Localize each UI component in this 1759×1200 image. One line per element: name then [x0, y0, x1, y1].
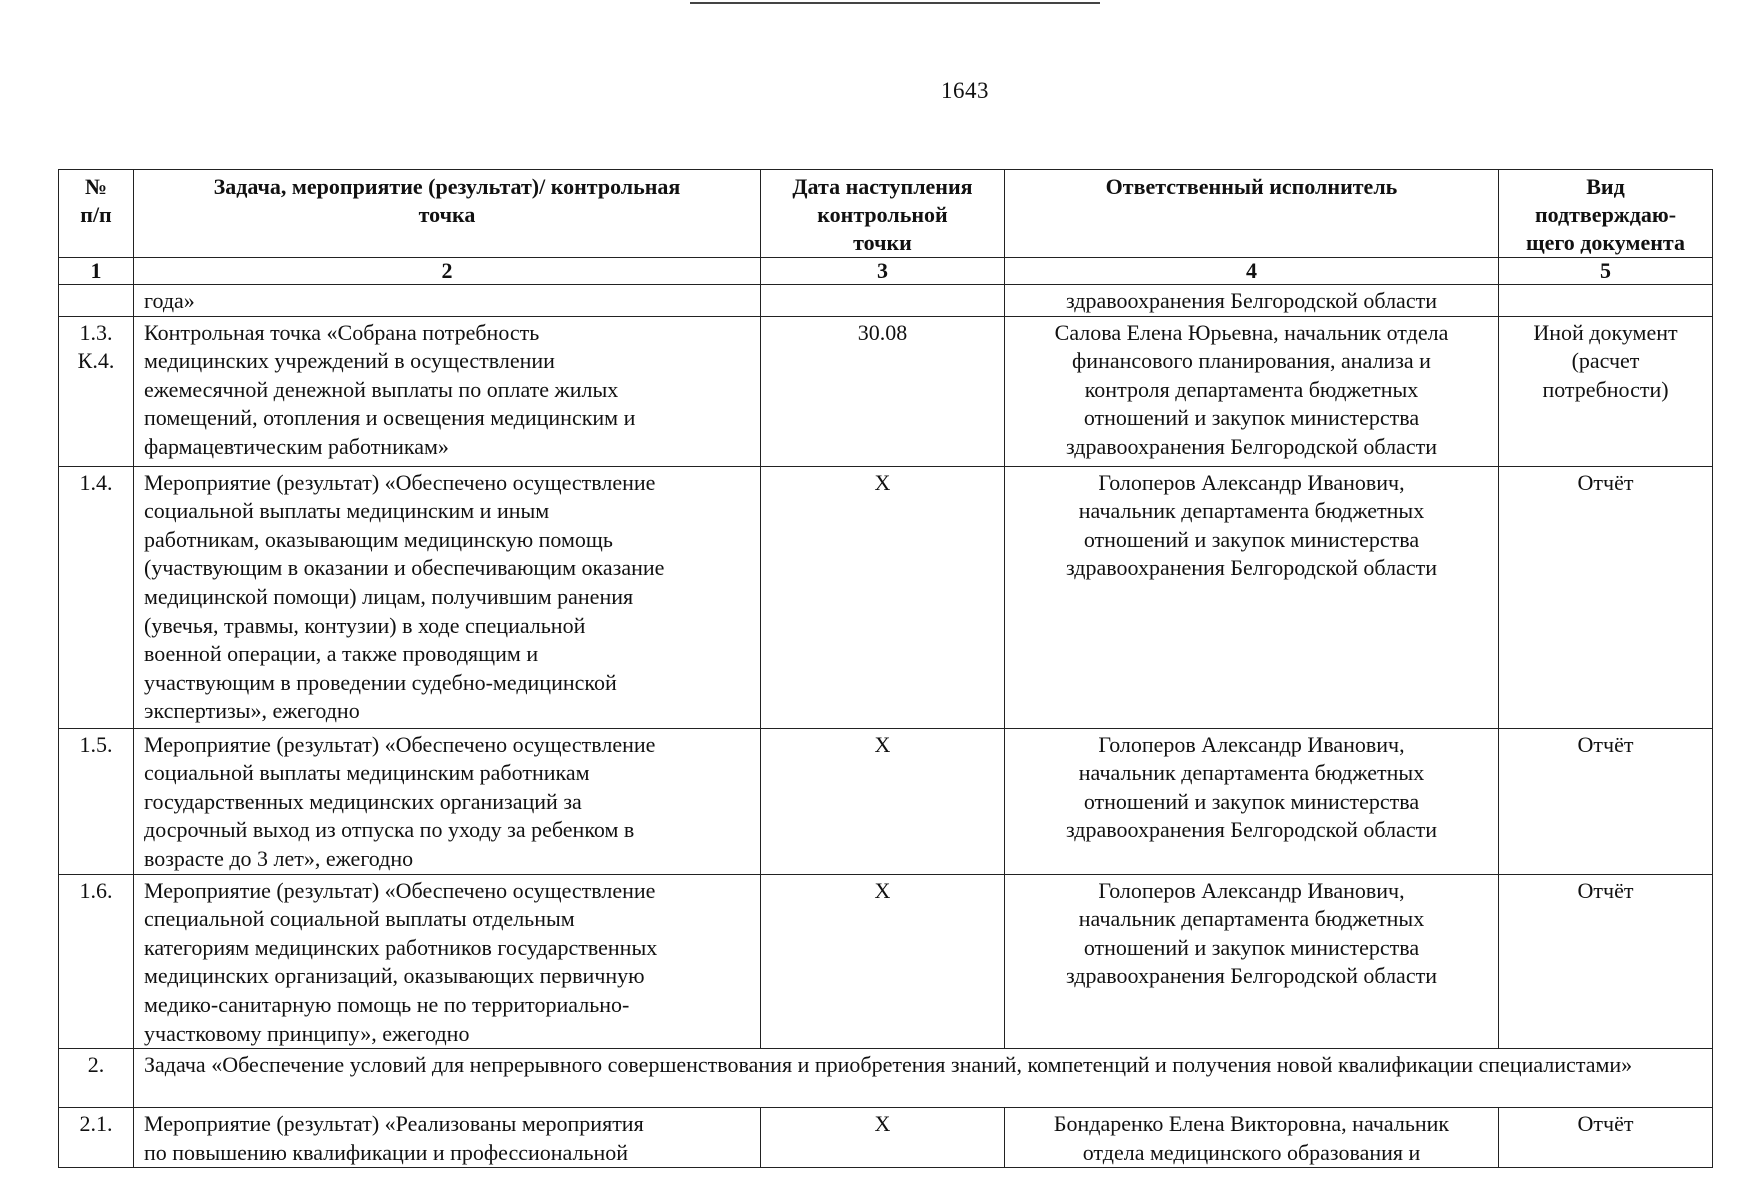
- header-executor: Ответственный исполнитель: [1005, 170, 1499, 258]
- table-row: [59, 874, 1713, 1049]
- task-number: 2.: [59, 1049, 134, 1108]
- row-task: Мероприятие (результат) «Обеспечено осуществление социальной выплаты медицинским и иным работникам, оказывающим медицинскую помощь (участвующим в оказании и обеспечивающим оказание медицинской помощи) лицам, получившим ранения (увечья, травмы, контузии) в ходе специальной военной операции, а также проводящим и участвующим в проведении судебно-медицинской экспертизы», ежегодно: [134, 466, 761, 728]
- column-number: 2: [134, 258, 761, 285]
- row-date: 30.08: [761, 316, 1005, 466]
- row-task: Мероприятие (результат) «Обеспечено осуществление социальной выплаты медицинским работникам государственных медицинских организаций за досрочный выход из отпуска по уходу за ребенком в возрасте до 3 лет», ежегодно: [134, 728, 761, 874]
- table-row: [59, 285, 1713, 317]
- row-number: 1.4.: [59, 466, 134, 728]
- row-date: X: [761, 466, 1005, 728]
- row-number: 2.1.: [59, 1108, 134, 1168]
- row-date-value: X: [874, 731, 891, 757]
- row-executor: Голоперов Александр Иванович, начальник департамента бюджетных отношений и закупок министерства здравоохранения Белгородской области: [1005, 466, 1499, 728]
- row-number: 1.6.: [59, 874, 134, 1049]
- row-number: 1.3. К.4.: [59, 316, 134, 466]
- page-number: 1643: [941, 78, 989, 103]
- row-number: 1.5.: [59, 728, 134, 874]
- table-row: [59, 316, 1713, 466]
- row-document: Отчёт: [1499, 874, 1713, 1049]
- row-date: [761, 285, 1005, 317]
- top-rule: [690, 2, 1100, 4]
- table-row: [59, 466, 1713, 728]
- column-number: 5: [1499, 258, 1713, 285]
- column-number: 3: [761, 258, 1005, 285]
- task-row: [59, 1049, 1713, 1108]
- row-executor: Бондаренко Елена Викторовна, начальник отдела медицинского образования и: [1005, 1108, 1499, 1168]
- header-row: [59, 170, 1713, 258]
- row-task: Мероприятие (результат) «Реализованы мероприятия по повышению квалификации и профессиональной: [134, 1108, 761, 1168]
- header-date: Дата наступления контрольной точки: [761, 170, 1005, 258]
- row-date: X: [761, 1108, 1005, 1168]
- table-row: [59, 1108, 1713, 1168]
- row-date: X: [761, 874, 1005, 1049]
- row-task: Контрольная точка «Собрана потребность медицинских учреждений в осуществлении ежемесячной денежной выплаты по оплате жилых помещений, отопления и освещения медицинским и фармацевтическим работникам»: [134, 316, 761, 466]
- row-executor: Голоперов Александр Иванович, начальник департамента бюджетных отношений и закупок министерства здравоохранения Белгородской области: [1005, 874, 1499, 1049]
- row-date: [761, 728, 1005, 874]
- column-numbers-row: [59, 258, 1713, 285]
- column-number: 4: [1005, 258, 1499, 285]
- row-executor: Голоперов Александр Иванович, начальник департамента бюджетных отношений и закупок министерства здравоохранения Белгородской области: [1005, 728, 1499, 874]
- row-task: Мероприятие (результат) «Обеспечено осуществление специальной социальной выплаты отдельным категориям медицинских работников государственных медицинских организаций, оказывающих первичную медико-санитарную помощь не по территориально- участковому принципу», ежегодно: [134, 874, 761, 1049]
- row-number: [59, 285, 134, 317]
- row-document: Отчёт: [1499, 1108, 1713, 1168]
- plan-table: [58, 169, 1713, 1168]
- row-executor: Салова Елена Юрьевна, начальник отдела финансового планирования, анализа и контроля департамента бюджетных отношений и закупок министерства здравоохранения Белгородской области: [1005, 316, 1499, 466]
- header-document: Вид подтверждаю- щего документа: [1499, 170, 1713, 258]
- task-text: Задача «Обеспечение условий для непрерывного совершенствования и приобретения знаний, компетенций и получения новой квалификации специалистами»: [134, 1049, 1713, 1108]
- row-document: Иной документ (расчет потребности): [1499, 316, 1713, 466]
- header-number: № п/п: [59, 170, 134, 258]
- row-document: Отчёт: [1499, 466, 1713, 728]
- header-task: Задача, мероприятие (результат)/ контрольная точка: [134, 170, 761, 258]
- table-row: [59, 728, 1713, 874]
- row-task: года»: [134, 285, 761, 317]
- row-executor: здравоохранения Белгородской области: [1005, 285, 1499, 317]
- row-document: [1499, 285, 1713, 317]
- row-document: Отчёт: [1499, 728, 1713, 874]
- column-number: 1: [59, 258, 134, 285]
